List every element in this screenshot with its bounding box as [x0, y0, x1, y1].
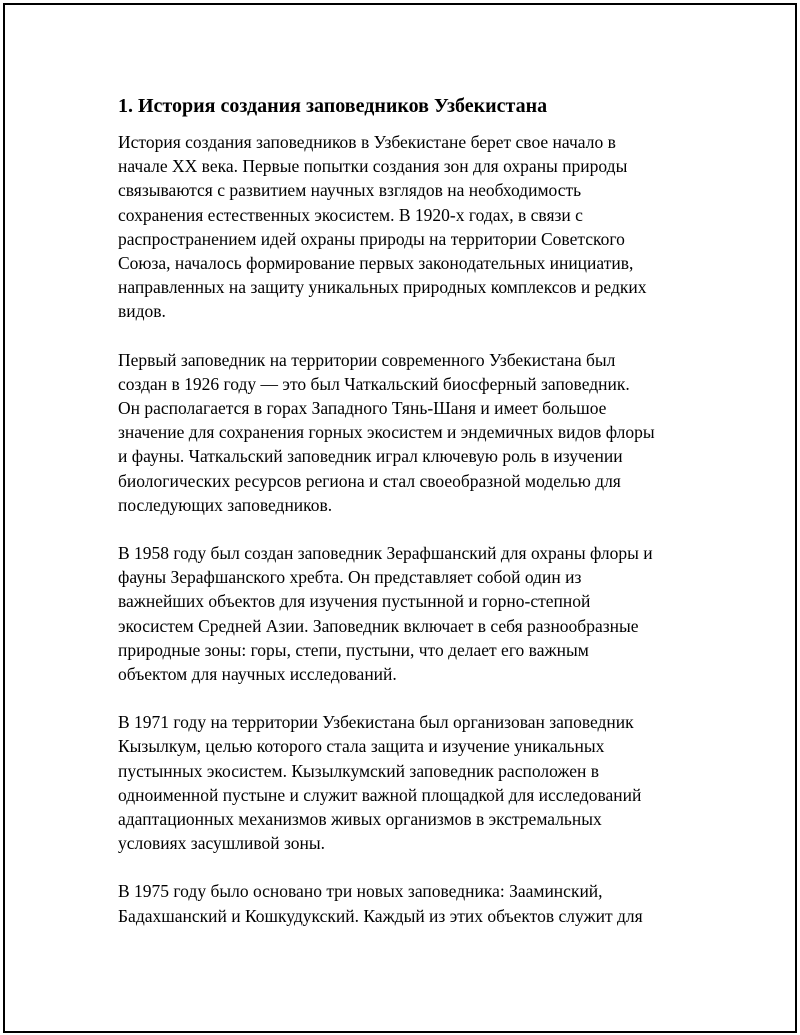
paragraph [118, 130, 708, 324]
text-line: видов. [118, 301, 166, 322]
paragraph [118, 879, 708, 927]
text-line: экосистем Средней Азии. Заповедник включает в себя разнообразные [118, 615, 639, 636]
text-line: условиях засушливой зоны. [118, 833, 326, 854]
text-line: сохранения естественных экосистем. В 1920-х годах, в связи с [118, 204, 583, 225]
text-line: последующих заповедников. [118, 494, 333, 515]
paragraph-container [118, 130, 708, 928]
text-line: В 1958 году был создан заповедник Зерафшанский для охраны флоры и [118, 543, 653, 564]
text-line: и фауны. Чаткальский заповедник играл ключевую роль в изучении [118, 446, 623, 467]
paragraph [118, 348, 708, 517]
text-line: распространением идей охраны природы на территории Советского [118, 228, 625, 249]
text-line: природные зоны: горы, степи, пустыни, что делает его важным [118, 639, 589, 660]
text-line: значение для сохранения горных экосистем и эндемичных видов флоры [118, 422, 655, 443]
text-line: Кызылкум, целью которого стала защита и изучение уникальных [118, 736, 605, 757]
text-line: начале XX века. Первые попытки создания зон для охраны природы [118, 156, 628, 177]
text-line: Бадахшанский и Кошкудукский. Каждый из этих объектов служит для [118, 905, 643, 926]
text-line: Первый заповедник на территории современного Узбекистана был [118, 349, 616, 370]
text-line: направленных на защиту уникальных природных комплексов и редких [118, 277, 647, 298]
text-line: объектом для научных исследований. [118, 664, 397, 685]
document-body [118, 92, 708, 952]
text-line: важнейших объектов для изучения пустынной и горно-степной [118, 591, 591, 612]
text-line: фауны Зерафшанского хребта. Он представляет собой один из [118, 567, 582, 588]
text-line: В 1975 году было основано три новых заповедника: Зааминский, [118, 881, 603, 902]
text-line: Союза, началось формирование первых законодательных инициатив, [118, 253, 634, 274]
text-line: адаптационных механизмов живых организмов в экстремальных [118, 809, 602, 830]
section-heading: 1. История создания заповедников Узбекистана [118, 95, 548, 117]
text-line: создан в 1926 году — это был Чаткальский биосферный заповедник. [118, 373, 630, 394]
text-line: биологических ресурсов региона и стал своеобразной моделью для [118, 470, 621, 491]
text-line: История создания заповедников в Узбекистане берет свое начало в [118, 132, 616, 152]
paragraph [118, 541, 708, 686]
text-line: Он располагается в горах Западного Тянь-Шаня и имеет большое [118, 398, 607, 419]
text-line: одноименной пустыне и служит важной площадкой для исследований [118, 784, 642, 805]
text-line: связываются с развитием научных взглядов на необходимость [118, 180, 582, 201]
paragraph [118, 710, 708, 855]
text-line: пустынных экосистем. Кызылкумский заповедник расположен в [118, 760, 600, 781]
text-line: В 1971 году на территории Узбекистана был организован заповедник [118, 712, 634, 733]
